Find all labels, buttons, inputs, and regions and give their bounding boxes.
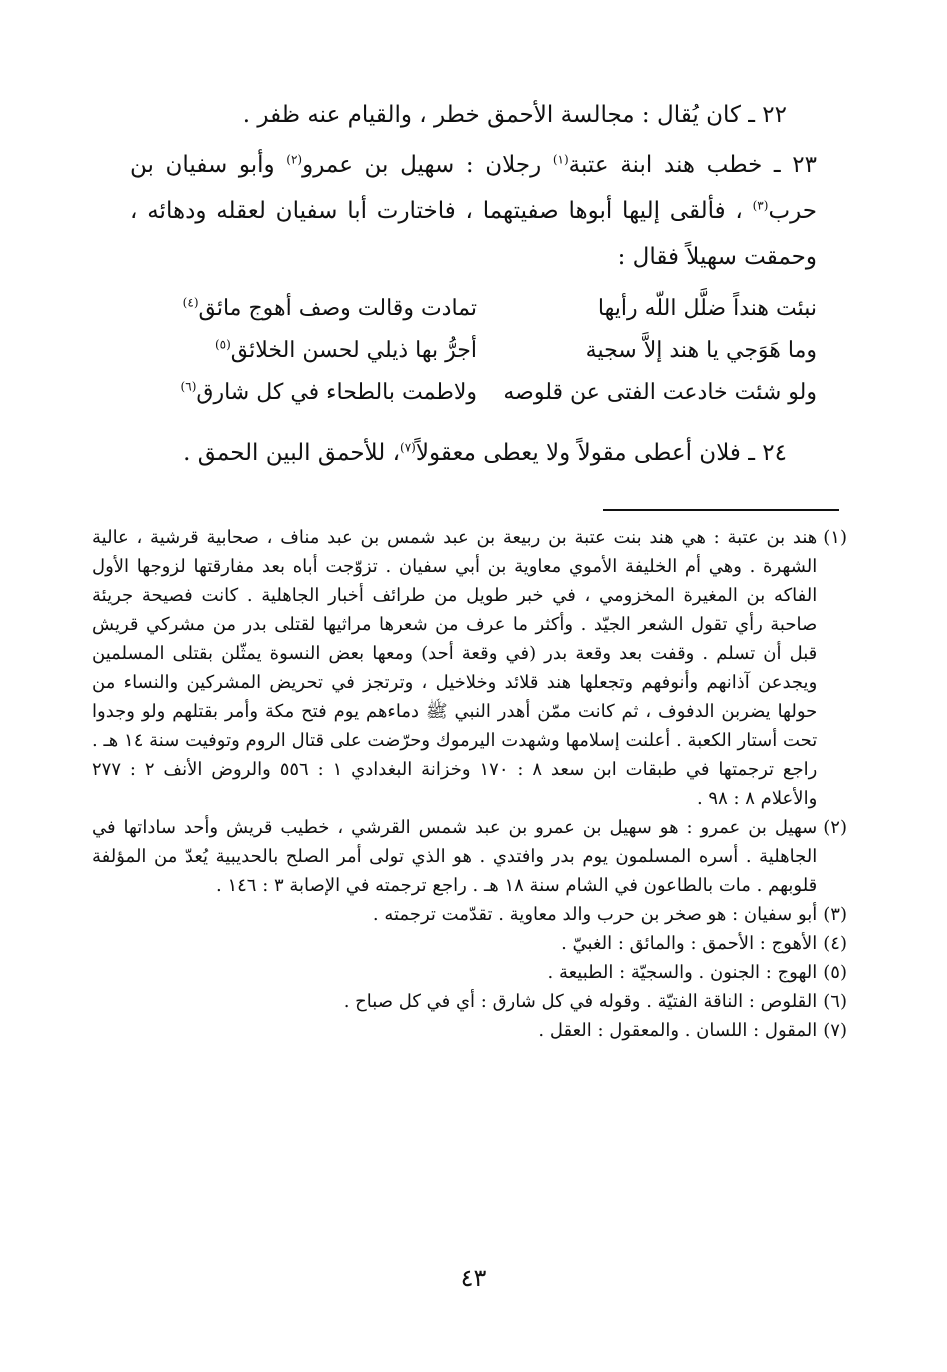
footnote-item (92, 1016, 847, 1045)
footnote-item (92, 929, 847, 958)
footnote-number: (١) (823, 527, 847, 548)
footnote-ref-3: (٣) (752, 198, 769, 213)
paragraph-23-part3: وأبو سفيان بن حرب (130, 152, 817, 224)
verse-second-hemistich-text: ولاطمت بالطحاء في كل شارق (196, 380, 477, 405)
footnote-number: (٦) (823, 991, 847, 1012)
verse-second-hemistich (183, 286, 477, 332)
footnote-number: (٣) (823, 904, 847, 925)
verse-second-hemistich-text: تمادت وقالت وصف أهوج مائق (198, 296, 477, 321)
footnote-ref-7: (٧) (400, 440, 416, 455)
verse-first-hemistich: وما هَوَجي يا هند إلاَّ سجية (585, 338, 817, 363)
paragraph-24-part1: ٢٤ ـ فلان أعطى مقولاً ولا يعطى معقولاً (415, 440, 787, 466)
poem-verse (130, 370, 817, 412)
verse-second-hemistich (215, 328, 477, 374)
footnote-ref-4: (٤) (182, 295, 199, 310)
footnote-number: (٧) (823, 1020, 847, 1041)
verse-second-hemistich-text: أجرُّ بها ذيلي لحسن الخلائق (230, 338, 477, 363)
paragraph-23-part1: ٢٣ ـ خطب هند ابنة عتبة (568, 152, 817, 178)
footnote-ref-6: (٦) (180, 379, 197, 394)
verse-first-hemistich: ولو شئت خادعت الفتى عن قلوصه (503, 380, 817, 405)
poem-verse (130, 286, 817, 328)
footnote-item (92, 523, 847, 813)
footnote-item (92, 987, 847, 1016)
verse-first-hemistich: نبئت هنداً ضلَّل اللّه رأيها (597, 296, 817, 321)
footnote-ref-2: (٢) (286, 152, 303, 167)
poem (130, 286, 817, 412)
footnote-number: (٢) (823, 817, 847, 838)
footnotes (92, 523, 847, 1045)
paragraph-23-part4: ، فألقى إليها أبوها صفيتهما ، فاختارت أبا سفيان لعقله ودهائه ، وحمقت سهيلاً فقال : (130, 198, 817, 270)
footnote-text: أبو سفيان : هو صخر بن حرب والد معاوية . تقدّمت ترجمته . (372, 904, 818, 925)
footnote-text: الهوج : الجنون . والسجيّة : الطبيعة . (547, 962, 818, 983)
paragraph-24-part2: ، للأحمق البين الحمق . (183, 440, 401, 466)
footnote-item (92, 813, 847, 900)
paragraph-24 (130, 430, 787, 476)
footnote-text: هند بن عتبة : هي هند بنت عتبة بن ربيعة بن عبد شمس بن عبد مناف ، صحابية قرشية ، عالية الشهرة . وهي أم الخليفة الأموي معاوية بن أبي سفيان . تزوّجت أباه بعد مفارقتها لزوجها الأول الفاكه بن المغيرة المخزومي ، في خبر طويل من طرائف أخبار الجاهلية . كانت فصيحة جريئة صاحبة رأي تقول الشعر الجيّد . وأكثر ما عرف من شعرها مراثيها لقتلى بدر من مشركي قريش قبل أن تسلم . وقفت بعد وقعة بدر (في وقعة أحد) ومعها بعض النسوة يمثّلن بقتلى المسلمين ويجدعن آذانهم وأنوفهم وتجعلها هند قلائد وخلاخيل ، وترتجز في تحريض المشركين والنساء من حولها يضربن الدفوف ، ثم كانت ممّن أهدر النبي ﷺ دماءهم يوم فتح مكة وأمر بقتلهم ولو وجدوا تحت أستار الكعبة . أعلنت إسلامها وشهدت اليرموك وحرّضت على قتال الروم وتوفيت سنة ١٤ هـ . راجع ترجمتها في طبقات ابن سعد ٨ : ١٧٠ وخزانة البغدادي ١ : ٥٥٦ والروض الأنف ٢ : ٢٧٧ والأعلام ٨ : ٩٨ . (92, 527, 818, 809)
verse-second-hemistich (181, 370, 477, 416)
footnote-text: المقول : اللسان . والمعقول : العقل . (538, 1020, 818, 1041)
footnote-ref-5: (٥) (214, 337, 231, 352)
footnote-separator (603, 509, 839, 511)
page-number: ٤٣ (460, 1264, 487, 1292)
footnote-text: الأهوج : الأحمق : والمائق : الغبيّ . (561, 933, 818, 954)
paragraph-22: ٢٢ ـ كان يُقال : مجالسة الأحمق خطر ، والقيام عنه ظفر . (242, 102, 787, 128)
paragraph-23 (130, 142, 817, 280)
footnote-text: سهيل بن عمرو : هو سهيل بن عمرو بن عبد شمس القرشي ، خطيب قريش وأحد ساداتها في الجاهلية . أسره المسلمون يوم بدر وافتدي . هو الذي تولى أمر الصلح بالحديبية يُعدّ من المؤلفة قلوبهم . مات بالطاعون في الشام سنة ١٨ هـ . راجع ترجمته في الإصابة ٣ : ١٤٦ . (92, 817, 818, 896)
footnote-number: (٤) (823, 933, 847, 954)
footnote-ref-1: (١) (552, 152, 569, 167)
footnote-number: (٥) (823, 962, 847, 983)
paragraph-23-part2: رجلان : سهيل بن عمرو (302, 152, 553, 178)
footnote-text: القلوص : الناقة الفتيّة . وقوله في كل شارق : أي في كل صباح . (343, 991, 818, 1012)
poem-verse (130, 328, 817, 370)
footnote-item (92, 958, 847, 987)
footnote-item (92, 900, 847, 929)
